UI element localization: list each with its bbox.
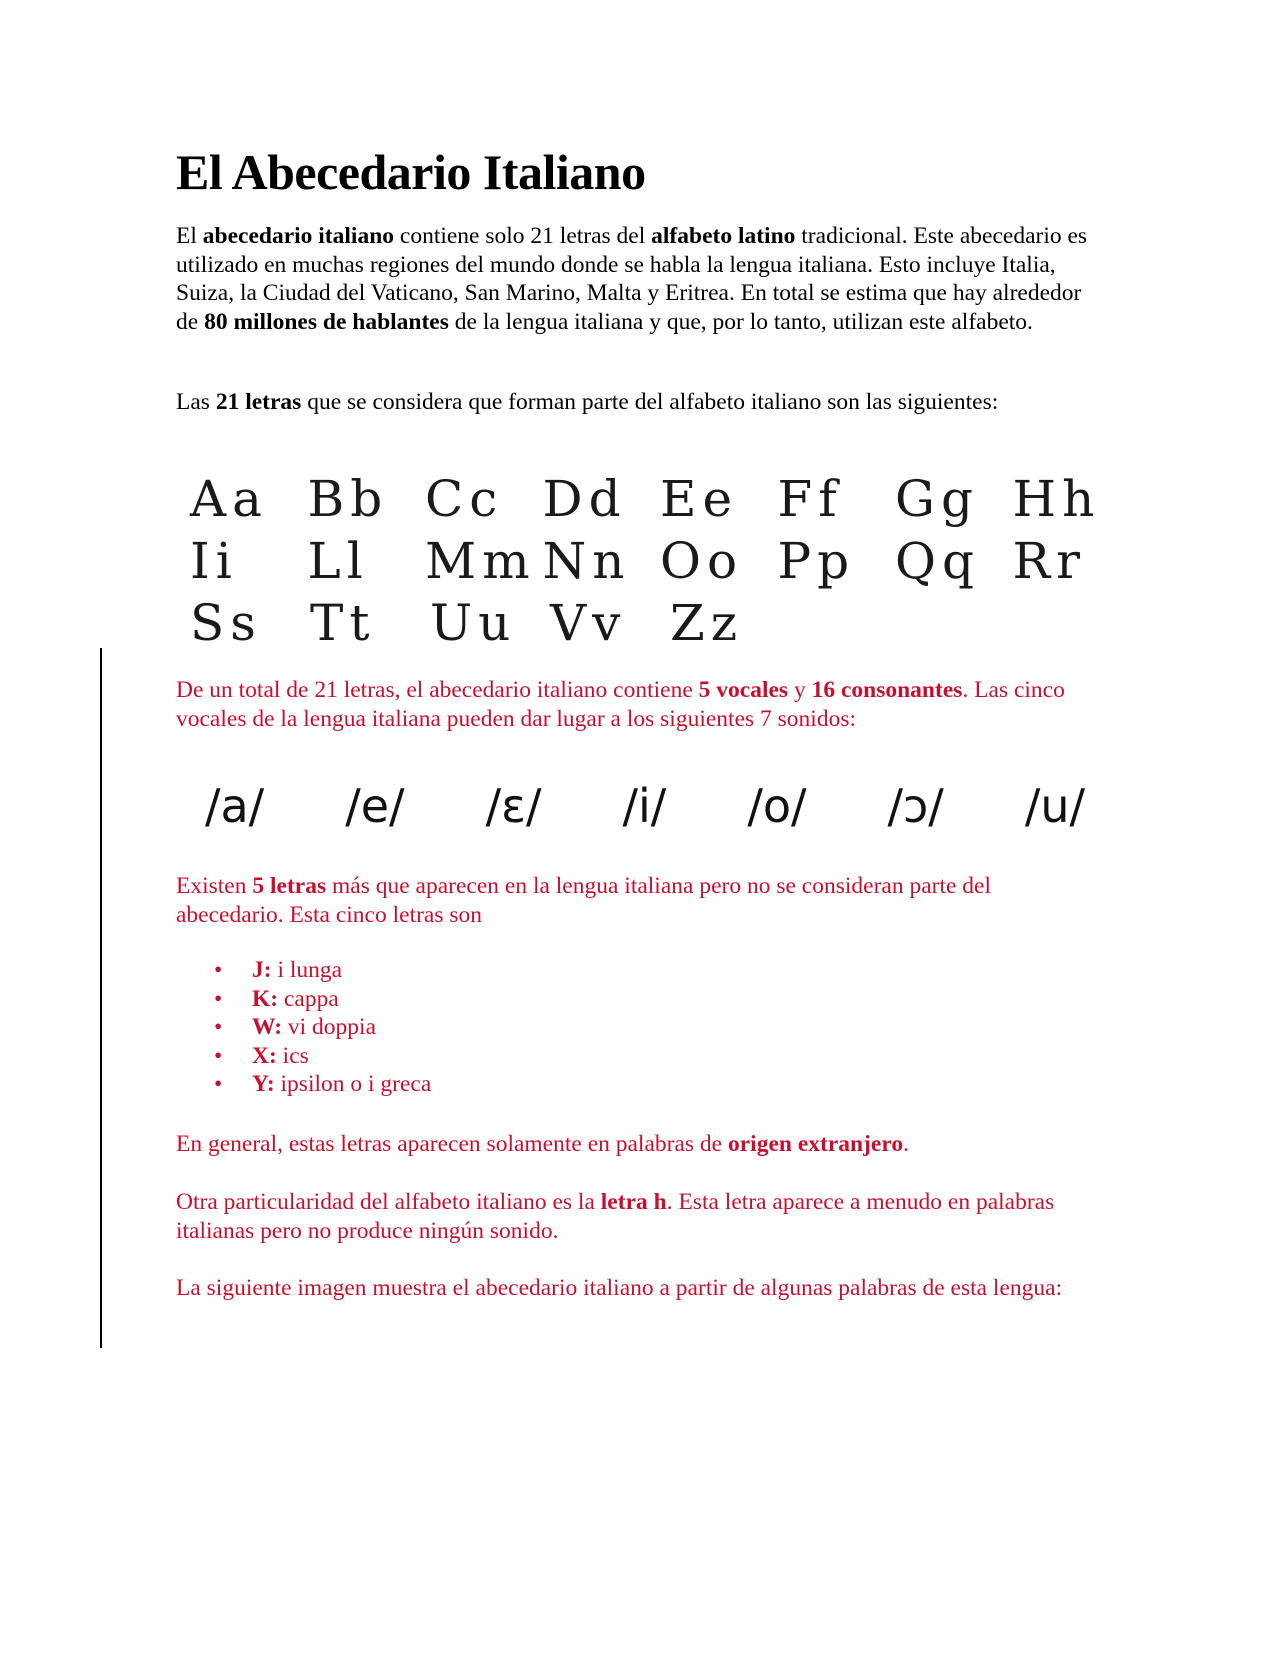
list-item-name: vi doppia <box>282 1014 377 1041</box>
list-item <box>176 1013 431 1042</box>
image-text-1: La siguiente imagen muestra el abecedario italiano a partir de algunas palabras de esta lengua: <box>176 1275 1063 1301</box>
h-text-1: Otra particularidad del alfabeto italiano es la <box>176 1189 601 1215</box>
extra-letters-list <box>176 956 431 1099</box>
letter-h-paragraph <box>176 1188 1096 1245</box>
list-item <box>176 1070 431 1099</box>
letter-pair: Ii <box>190 532 238 590</box>
vowels-paragraph <box>176 676 1096 733</box>
vowels-text-3: . Las cinco vocales de la lengua italiana pueden dar lugar a los siguientes 7 sonidos: <box>176 677 1065 732</box>
phoneme: /o/ <box>747 779 807 833</box>
h-bold: letra h <box>600 1189 667 1215</box>
letters-intro-text-2: que se considera que forman parte del alfabeto italiano son las siguientes: <box>301 389 999 415</box>
list-item <box>176 985 431 1014</box>
phoneme: /ɔ/ <box>887 779 944 833</box>
letter-pair: Tt <box>310 594 376 652</box>
list-item-letter: W: <box>252 1014 283 1041</box>
list-item-letter: K: <box>252 985 279 1012</box>
intro-text-4: de la lengua italiana y que, por lo tanto, utilizan este alfabeto. <box>448 308 1033 335</box>
intro-text-1: El <box>176 223 203 249</box>
margin-bar <box>100 648 102 1348</box>
phoneme: /a/ <box>205 779 265 833</box>
bullet-icon: • <box>214 1014 223 1041</box>
vowels-text-2: y <box>788 677 812 703</box>
list-item-letter: J: <box>252 957 272 983</box>
list-item-name: ics <box>276 1042 309 1069</box>
letter-pair: Uu <box>430 594 517 652</box>
letter-pair: Ff <box>777 470 843 528</box>
letters-intro-text-1: Las <box>176 389 216 415</box>
letter-pair: Gg <box>895 470 979 528</box>
list-item-name: ipsilon o i greca <box>274 1071 432 1098</box>
letter-pair: Qq <box>895 532 980 590</box>
foreign-text-1: En general, estas letras aparecen solamente en palabras de <box>176 1131 728 1157</box>
phoneme: /i/ <box>622 779 667 833</box>
letter-pair: Oo <box>660 532 744 590</box>
letter-pair: Pp <box>777 532 856 590</box>
list-item-name: i lunga <box>271 957 343 983</box>
foreign-origin-paragraph <box>176 1130 1096 1159</box>
alphabet-grid <box>190 468 1130 654</box>
letter-pair: Dd <box>542 470 627 528</box>
letter-pair: Ee <box>660 470 739 528</box>
list-item <box>176 1042 431 1071</box>
intro-text-2: contiene solo 21 letras del <box>394 223 652 249</box>
letter-pair: Nn <box>542 532 631 590</box>
letter-pair: Ss <box>190 594 262 652</box>
letter-pair: Hh <box>1012 470 1101 528</box>
letters-intro-paragraph <box>176 388 1096 417</box>
extra-text-1: Existen <box>176 873 253 899</box>
letter-pair: Zz <box>670 594 744 652</box>
phoneme-list <box>205 778 1085 834</box>
list-item <box>176 956 431 985</box>
vowels-bold-1: 5 vocales <box>698 677 789 703</box>
intro-paragraph <box>176 222 1096 336</box>
letter-pair: Cc <box>425 470 504 528</box>
vowels-bold-2: 16 consonantes <box>811 677 963 703</box>
intro-text-3: tradicional. Este abecedario es utilizado en muchas regiones del mundo donde se habla la lengua italiana. Esto incluye Italia, Suiza, la Ciudad del Vaticano, San Marino, Malta y Eritrea. En total se estima que hay alrededor de <box>176 223 1088 335</box>
page-title: El Abecedario Italiano <box>176 144 646 200</box>
phoneme: /e/ <box>345 779 405 833</box>
letter-pair: Vv <box>550 594 627 652</box>
bullet-icon: • <box>214 985 223 1012</box>
intro-bold-1: abecedario italiano <box>202 223 395 249</box>
intro-bold-3: 80 millones de hablantes <box>204 308 449 335</box>
alphabet-row-1 <box>190 468 1130 530</box>
foreign-bold: origen extranjero <box>727 1131 904 1157</box>
letter-pair: Rr <box>1012 532 1087 590</box>
letter-pair: Aa <box>190 470 268 528</box>
letter-pair: Mm <box>425 532 536 590</box>
list-item-letter: Y: <box>252 1071 275 1098</box>
bullet-icon: • <box>214 1071 223 1098</box>
letters-intro-bold: 21 letras <box>215 389 302 415</box>
bullet-icon: • <box>214 1042 223 1069</box>
letter-pair: Bb <box>307 470 389 528</box>
vowels-text-1: De un total de 21 letras, el abecedario italiano contiene <box>176 677 699 703</box>
list-item-letter: X: <box>252 1042 277 1069</box>
extra-bold: 5 letras <box>252 873 327 899</box>
extra-letters-paragraph <box>176 872 1096 929</box>
image-intro-paragraph <box>176 1274 1096 1303</box>
list-item-name: cappa <box>278 985 339 1012</box>
alphabet-row-3 <box>190 592 1130 654</box>
phoneme: /ɛ/ <box>485 779 542 833</box>
bullet-icon: • <box>214 957 223 983</box>
intro-bold-2: alfabeto latino <box>651 223 796 249</box>
h-text-2: . Esta letra aparece a menudo en palabras italianas pero no produce ningún sonido. <box>176 1189 1055 1244</box>
extra-text-2: más que aparecen en la lengua italiana pero no se consideran parte del abecedario. Esta cinco letras son <box>176 873 991 928</box>
alphabet-row-2 <box>190 530 1130 592</box>
foreign-text-2: . <box>903 1131 909 1157</box>
phoneme: /u/ <box>1024 779 1085 833</box>
letter-pair: Ll <box>307 532 369 590</box>
